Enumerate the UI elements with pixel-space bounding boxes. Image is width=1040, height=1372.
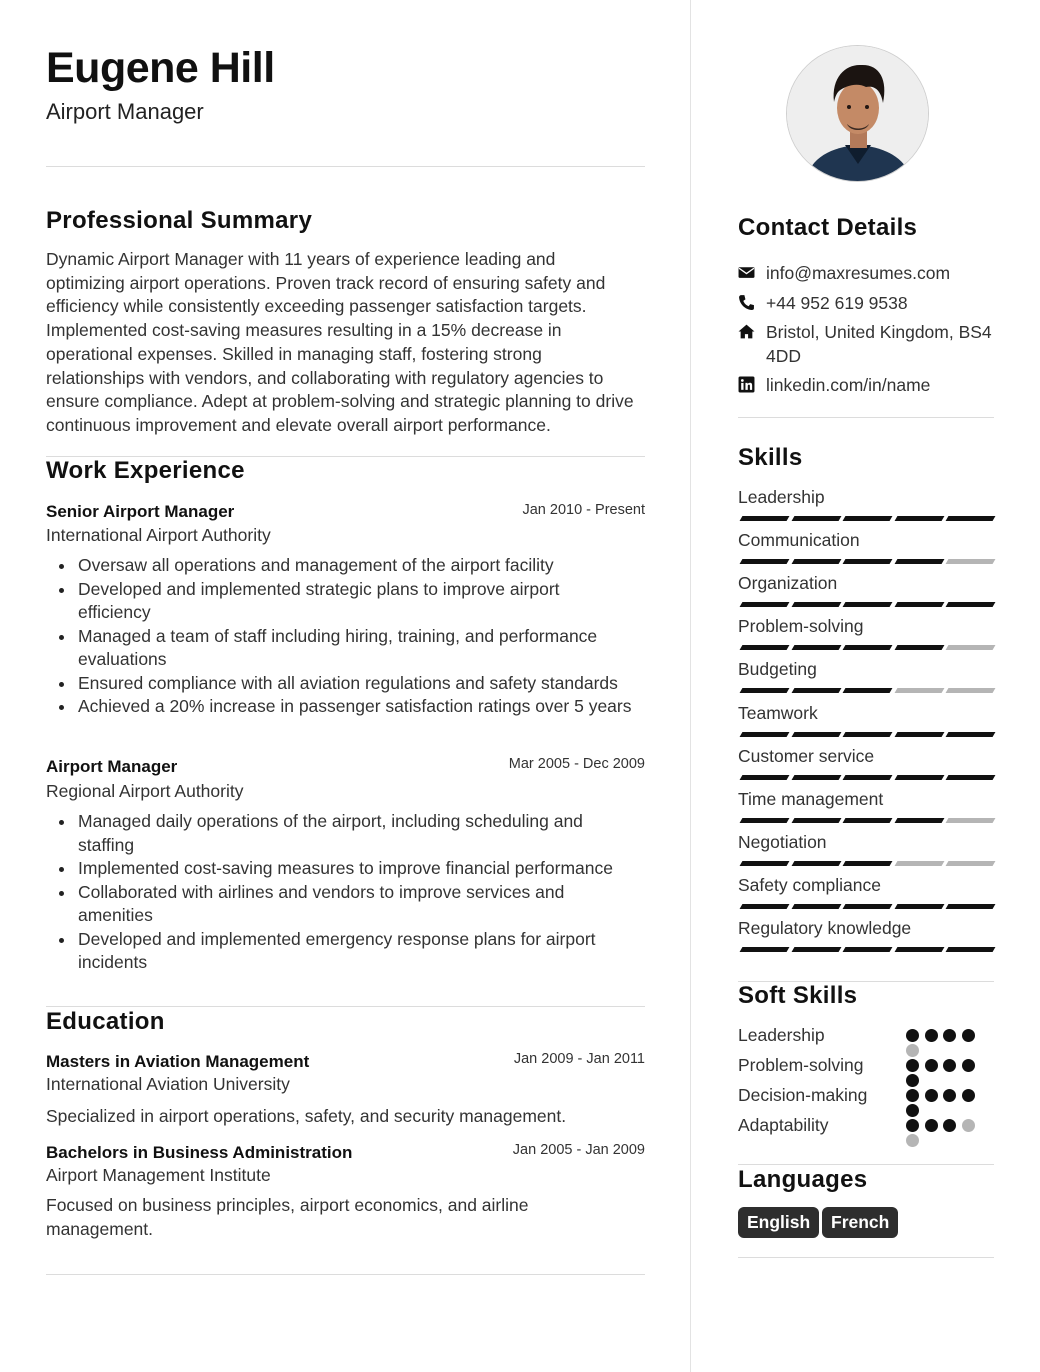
skill-level-meter bbox=[738, 559, 994, 565]
skill-name: Leadership bbox=[738, 487, 825, 507]
skill-item bbox=[738, 875, 994, 918]
skill-level-meter bbox=[738, 947, 994, 953]
soft-skill-dot bbox=[906, 1119, 919, 1132]
degree-title: Masters in Aviation Management bbox=[46, 1052, 310, 1071]
skill-level-meter bbox=[738, 516, 994, 522]
skill-item bbox=[738, 746, 994, 789]
skill-name: Communication bbox=[738, 530, 860, 551]
skill-name: Customer service bbox=[738, 745, 875, 766]
contact-address bbox=[738, 320, 994, 368]
home-icon bbox=[738, 323, 755, 340]
skill-level-segment bbox=[791, 516, 841, 521]
education-title: Education bbox=[46, 1008, 165, 1035]
skill-level-meter bbox=[738, 732, 994, 738]
soft-skills-title: Soft Skills bbox=[738, 982, 858, 1009]
soft-skill-dot bbox=[925, 1089, 938, 1102]
column-divider bbox=[690, 0, 691, 1372]
skill-level-segment bbox=[791, 688, 841, 693]
skill-name: Budgeting bbox=[738, 659, 817, 680]
skill-level-segment bbox=[791, 775, 841, 780]
skill-level-segment bbox=[843, 602, 893, 607]
skill-level-segment bbox=[894, 775, 944, 780]
portrait-illustration bbox=[787, 46, 929, 182]
skill-level-meter bbox=[738, 688, 994, 694]
summary-text: Dynamic Airport Manager with 11 years of experience leading and optimizing airport operations. Proven track record of ensuring safety and efficiency while consistently exceeding passenger satisfaction targets. Implemented cost-saving measures resulting in a 15% decrease in operational expenses. Skilled in managing staff, fostering strong relationships with vendors, and collaborating with regulatory agencies to ensure compliance. Adept at problem-solving and strategic planning to drive continuous improvement and elevate overall airport performance. bbox=[46, 249, 634, 435]
soft-skill-dot bbox=[962, 1059, 975, 1072]
contact-phone[interactable] bbox=[738, 291, 994, 315]
skill-level-segment bbox=[894, 516, 944, 521]
skill-level-segment bbox=[791, 904, 841, 909]
job-bullet: Managed a team of staff including hiring, training, and performance evaluations bbox=[78, 625, 638, 672]
phone-icon bbox=[738, 294, 755, 311]
soft-skill-name: Adaptability bbox=[738, 1115, 829, 1135]
skill-level-segment bbox=[894, 861, 944, 866]
soft-skill-dot bbox=[943, 1059, 956, 1072]
skill-item bbox=[738, 530, 994, 573]
degree-title: Bachelors in Business Administration bbox=[46, 1143, 353, 1162]
skill-level-segment bbox=[740, 688, 790, 693]
address-text: Bristol, United Kingdom, BS4 4DD bbox=[766, 322, 992, 366]
skill-level-segment bbox=[894, 947, 944, 952]
skill-level-segment bbox=[894, 645, 944, 650]
job-date: Mar 2005 - Dec 2009 bbox=[508, 756, 645, 772]
skill-level-segment bbox=[791, 732, 841, 737]
skill-level-segment bbox=[843, 775, 893, 780]
skill-level-segment bbox=[843, 818, 893, 823]
candidate-name: Eugene Hill bbox=[46, 44, 275, 92]
soft-skill-dot bbox=[962, 1089, 975, 1102]
contact-linkedin[interactable] bbox=[738, 373, 994, 397]
soft-skill-dot bbox=[943, 1119, 956, 1132]
job-organization: Regional Airport Authority bbox=[46, 781, 244, 801]
job-organization: International Airport Authority bbox=[46, 525, 271, 545]
soft-skill-dot bbox=[962, 1119, 975, 1132]
skill-level-segment bbox=[843, 861, 893, 866]
soft-skill-dot bbox=[943, 1089, 956, 1102]
skill-level-segment bbox=[843, 516, 893, 521]
skill-level-segment bbox=[946, 861, 996, 866]
job-bullet: Oversaw all operations and management of the airport facility bbox=[78, 554, 658, 578]
soft-skill-item bbox=[738, 1025, 994, 1055]
skill-item bbox=[738, 703, 994, 746]
job-bullets bbox=[78, 554, 658, 719]
soft-skills-rule bbox=[738, 1164, 994, 1165]
skill-name: Problem-solving bbox=[738, 616, 864, 637]
skill-level-segment bbox=[946, 904, 996, 909]
soft-skill-item bbox=[738, 1055, 994, 1085]
languages-title: Languages bbox=[738, 1166, 868, 1193]
skill-item bbox=[738, 789, 994, 832]
soft-skill-dot bbox=[925, 1119, 938, 1132]
skill-level-segment bbox=[740, 645, 790, 650]
job-bullet: Ensured compliance with all aviation regulations and safety standards bbox=[78, 672, 658, 696]
skill-level-segment bbox=[946, 602, 996, 607]
skill-level-segment bbox=[894, 732, 944, 737]
job-bullet: Implemented cost-saving measures to improve financial performance bbox=[78, 857, 658, 881]
skill-level-segment bbox=[946, 947, 996, 952]
soft-skill-dot bbox=[943, 1029, 956, 1042]
soft-skill-name: Problem-solving bbox=[738, 1055, 864, 1075]
skill-level-segment bbox=[791, 818, 841, 823]
job-bullet: Achieved a 20% increase in passenger satisfaction ratings over 5 years bbox=[78, 695, 658, 719]
linkedin-text: linkedin.com/in/name bbox=[766, 375, 931, 395]
skill-level-segment bbox=[740, 904, 790, 909]
skill-level-meter bbox=[738, 645, 994, 651]
job-bullet: Collaborated with airlines and vendors to improve services and amenities bbox=[78, 881, 598, 928]
job-bullet: Developed and implemented emergency response plans for airport incidents bbox=[78, 928, 628, 975]
skill-level-segment bbox=[843, 645, 893, 650]
job-title: Senior Airport Manager bbox=[46, 502, 235, 521]
skill-level-segment bbox=[946, 818, 996, 823]
soft-skill-dot bbox=[925, 1059, 938, 1072]
skill-item bbox=[738, 487, 994, 530]
education-rule bbox=[46, 1274, 645, 1275]
skill-level-segment bbox=[740, 602, 790, 607]
school-name: International Aviation University bbox=[46, 1074, 290, 1094]
soft-skill-dot bbox=[906, 1029, 919, 1042]
job-date: Jan 2010 - Present bbox=[522, 502, 645, 518]
skill-level-segment bbox=[791, 645, 841, 650]
skill-item bbox=[738, 573, 994, 616]
skill-level-meter bbox=[738, 861, 994, 867]
soft-skill-dot bbox=[925, 1029, 938, 1042]
skill-name: Teamwork bbox=[738, 702, 818, 723]
skill-level-meter bbox=[738, 818, 994, 824]
degree-description: Specialized in airport operations, safety, and security management. bbox=[46, 1106, 567, 1126]
skills-title: Skills bbox=[738, 444, 803, 471]
degree-description: Focused on business principles, airport economics, and airline management. bbox=[46, 1195, 529, 1239]
skill-level-segment bbox=[740, 818, 790, 823]
skill-level-segment bbox=[740, 775, 790, 780]
skill-level-segment bbox=[740, 732, 790, 737]
soft-skill-dot bbox=[906, 1134, 919, 1147]
skill-level-meter bbox=[738, 904, 994, 910]
skill-level-segment bbox=[894, 602, 944, 607]
candidate-role: Airport Manager bbox=[46, 99, 204, 124]
languages-rule bbox=[738, 1257, 994, 1258]
language-badge: French bbox=[822, 1207, 898, 1238]
skill-level-segment bbox=[843, 559, 893, 564]
soft-skill-dot bbox=[906, 1059, 919, 1072]
school-name: Airport Management Institute bbox=[46, 1165, 271, 1185]
header-rule bbox=[46, 166, 645, 167]
contact-rule bbox=[738, 417, 994, 418]
skill-level-meter bbox=[738, 602, 994, 608]
contact-title: Contact Details bbox=[738, 214, 918, 241]
skill-level-segment bbox=[740, 947, 790, 952]
soft-skill-dot bbox=[906, 1089, 919, 1102]
job-bullet: Developed and implemented strategic plans to improve airport efficiency bbox=[78, 578, 598, 625]
skill-level-segment bbox=[791, 861, 841, 866]
phone-text: +44 952 619 9538 bbox=[766, 293, 908, 313]
soft-skill-item bbox=[738, 1115, 994, 1145]
soft-skill-name: Decision-making bbox=[738, 1085, 868, 1105]
email-text: info@maxresumes.com bbox=[766, 263, 951, 283]
job-bullets bbox=[78, 810, 658, 975]
language-badge: English bbox=[738, 1207, 819, 1238]
skill-name: Safety compliance bbox=[738, 874, 881, 895]
skill-level-segment bbox=[843, 904, 893, 909]
skill-name: Regulatory knowledge bbox=[738, 918, 912, 938]
profile-photo bbox=[786, 45, 929, 182]
degree-date: Jan 2005 - Jan 2009 bbox=[512, 1142, 645, 1158]
skill-level-segment bbox=[946, 516, 996, 521]
skill-level-meter bbox=[738, 775, 994, 781]
skill-item bbox=[738, 918, 994, 961]
skill-level-segment bbox=[791, 602, 841, 607]
skill-level-segment bbox=[894, 559, 944, 564]
soft-skill-dot bbox=[962, 1029, 975, 1042]
skill-name: Negotiation bbox=[738, 831, 827, 852]
summary-title: Professional Summary bbox=[46, 207, 313, 234]
skill-level-segment bbox=[843, 947, 893, 952]
job-title: Airport Manager bbox=[46, 757, 178, 776]
job-bullet: Managed daily operations of the airport, including scheduling and staffing bbox=[78, 810, 623, 857]
skill-level-segment bbox=[843, 732, 893, 737]
skill-level-segment bbox=[946, 732, 996, 737]
skill-name: Organization bbox=[738, 573, 838, 594]
skill-item bbox=[738, 832, 994, 875]
skill-item bbox=[738, 659, 994, 702]
skill-item bbox=[738, 616, 994, 659]
skill-level-segment bbox=[946, 559, 996, 564]
linkedin-icon bbox=[738, 376, 755, 393]
envelope-icon bbox=[738, 264, 755, 281]
experience-title: Work Experience bbox=[46, 457, 245, 484]
skill-level-segment bbox=[791, 559, 841, 564]
skill-level-segment bbox=[894, 818, 944, 823]
skill-level-segment bbox=[894, 904, 944, 909]
skill-level-segment bbox=[946, 688, 996, 693]
soft-skill-name: Leadership bbox=[738, 1025, 825, 1045]
experience-rule bbox=[46, 1006, 645, 1007]
skill-level-segment bbox=[740, 516, 790, 521]
skill-level-segment bbox=[946, 645, 996, 650]
contact-email[interactable] bbox=[738, 261, 994, 285]
skill-level-segment bbox=[894, 688, 944, 693]
skill-level-segment bbox=[740, 861, 790, 866]
skill-name: Time management bbox=[738, 788, 884, 809]
skill-level-segment bbox=[843, 688, 893, 693]
skill-level-segment bbox=[740, 559, 790, 564]
degree-date: Jan 2009 - Jan 2011 bbox=[513, 1051, 645, 1067]
skill-level-segment bbox=[791, 947, 841, 952]
soft-skill-item bbox=[738, 1085, 994, 1115]
skill-level-segment bbox=[946, 775, 996, 780]
